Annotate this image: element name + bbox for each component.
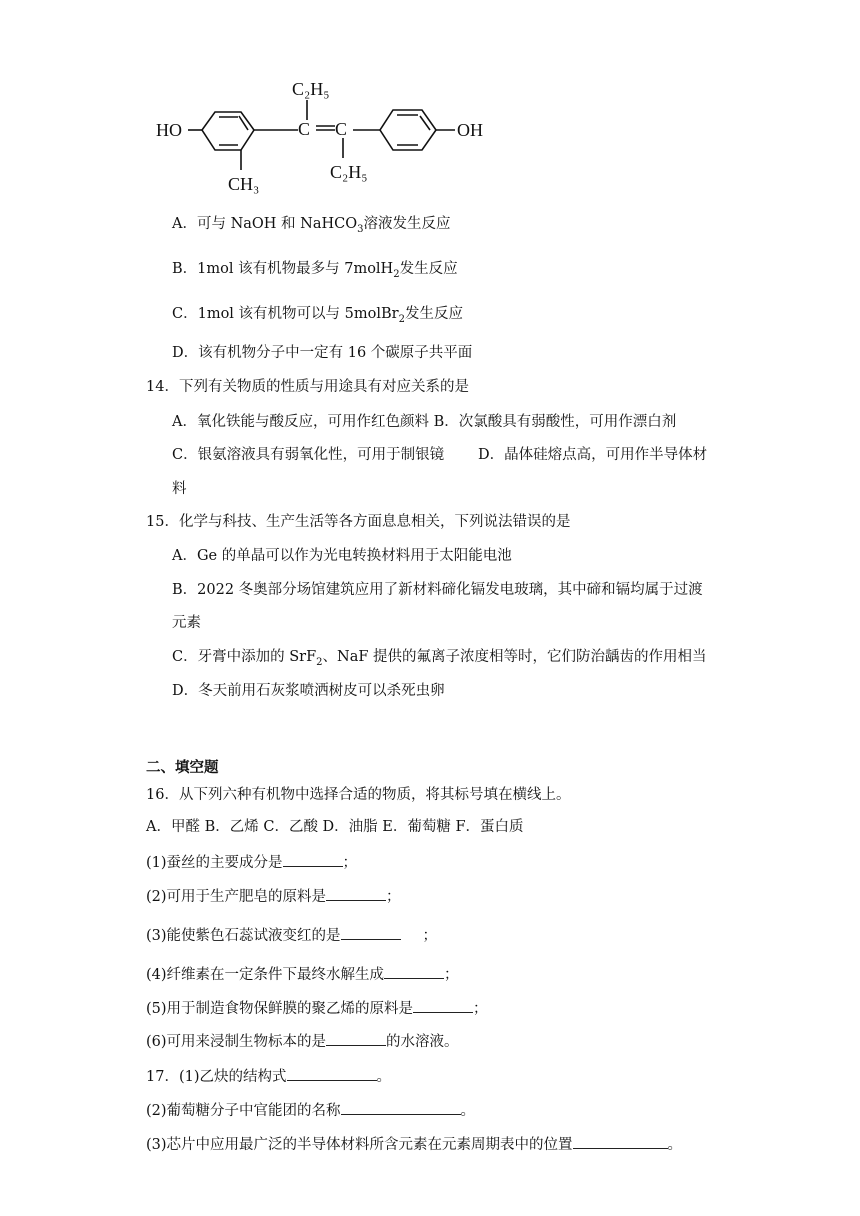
q17-part-2: (2)葡萄糖分子中官能团的名称 。 xyxy=(146,1099,475,1121)
q14-stem: 14．下列有关物质的性质与用途具有对应关系的是 xyxy=(146,379,469,395)
carbon-right-label: C xyxy=(335,119,348,139)
c2h5-top-label: C₂H₅ xyxy=(292,79,330,99)
answer-blank[interactable] xyxy=(326,885,386,901)
q15-option-c: C．牙膏中添加的 SrF$_2$、NaF 提供的氟离子浓度相等时，它们防治龋齿的作用相当 xyxy=(172,649,707,668)
answer-blank[interactable] xyxy=(341,1099,461,1115)
ch3-label: CH₃ xyxy=(228,174,260,194)
q15-option-b-cont: 元素 xyxy=(172,615,201,631)
answer-blank[interactable] xyxy=(326,1030,386,1046)
oh-label: OH xyxy=(457,120,483,140)
q15-stem: 15．化学与科技、生产生活等各方面息息相关，下列说法错误的是 xyxy=(146,514,571,530)
answer-blank[interactable] xyxy=(341,924,401,940)
q16-part-5: (5)用于制造食物保鲜膜的聚乙烯的原料是 ； xyxy=(146,997,488,1019)
q14-option-d-cont: 料 xyxy=(172,481,187,497)
q15-option-d: D．冬天前用石灰浆喷洒树皮可以杀死虫卵 xyxy=(172,683,445,699)
answer-blank[interactable] xyxy=(573,1133,668,1149)
q16-part-1: (1)蚕丝的主要成分是 ； xyxy=(146,851,357,873)
q16-part-2: (2)可用于生产肥皂的原料是 ； xyxy=(146,885,401,907)
c2h5-bottom-label: C₂H₅ xyxy=(330,162,368,182)
answer-blank[interactable] xyxy=(283,851,343,867)
answer-blank[interactable] xyxy=(287,1065,377,1081)
q16-part-3: (3)能使紫色石蕊试液变红的是 ； xyxy=(146,924,437,946)
ho-label: HO xyxy=(156,120,182,140)
q16-stem: 16．从下列六种有机物中选择合适的物质，将其标号填在横线上。 xyxy=(146,787,571,803)
q14-option-ab: A．氧化铁能与酸反应，可用作红色颜料 B．次氯酸具有弱酸性，可用作漂白剂 xyxy=(172,414,677,430)
q14-option-d: D．晶体硅熔点高，可用作半导体材 xyxy=(478,447,708,463)
q16-options: A．甲醛 B．乙烯 C．乙酸 D．油脂 E．葡萄糖 F．蛋白质 xyxy=(146,819,524,835)
q13-option-c: C．1mol 该有机物可以与 5molBr$_2$发生反应 xyxy=(172,306,463,325)
q13-option-a: A．可与 NaOH 和 NaHCO$_3$溶液发生反应 xyxy=(172,216,451,235)
q16-part-4: (4)纤维素在一定条件下最终水解生成 ； xyxy=(146,963,459,985)
q14-option-c: C．银氨溶液具有弱氧化性，可用于制银镜 xyxy=(172,447,445,463)
q15-option-b: B．2022 冬奥部分场馆建筑应用了新材料碲化镉发电玻璃，其中碲和镉均属于过渡 xyxy=(172,582,703,598)
answer-blank[interactable] xyxy=(384,963,444,979)
answer-blank[interactable] xyxy=(413,997,473,1013)
q17-part-1: 17．(1)乙炔的结构式 。 xyxy=(146,1065,391,1087)
q16-part-6: (6)可用来浸制生物标本的是 的水溶液。 xyxy=(146,1030,459,1052)
carbon-left-label: C xyxy=(298,119,311,139)
q15-option-a: A．Ge 的单晶可以作为光电转换材料用于太阳能电池 xyxy=(172,548,512,564)
structural-formula xyxy=(150,78,550,198)
q17-part-3: (3)芯片中应用最广泛的半导体材料所含元素在元素周期表中的位置 。 xyxy=(146,1133,682,1155)
q13-option-d: D．该有机物分子中一定有 16 个碳原子共平面 xyxy=(172,345,473,361)
section-title: 二、填空题 xyxy=(146,760,219,776)
q13-option-b: B．1mol 该有机物最多与 7molH$_2$发生反应 xyxy=(172,261,458,280)
